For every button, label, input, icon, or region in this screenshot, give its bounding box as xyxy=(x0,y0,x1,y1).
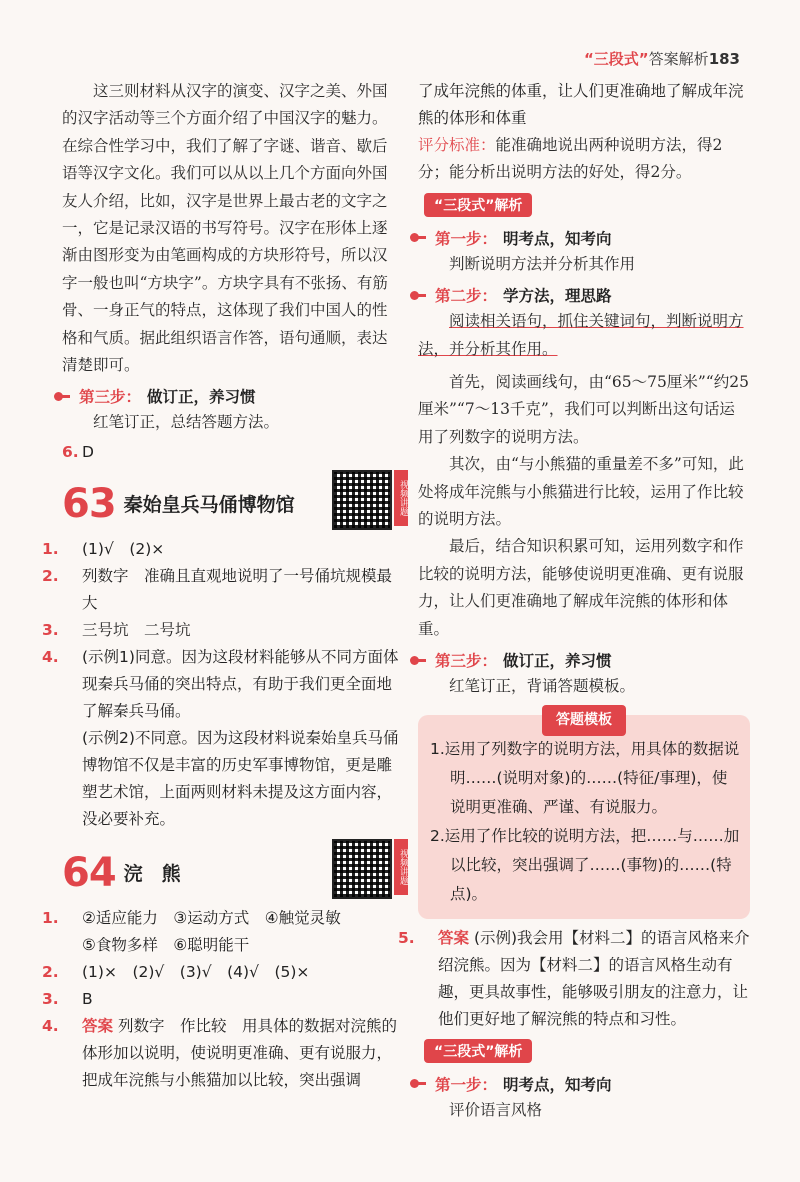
section-63-heading xyxy=(62,476,408,532)
step2-heading: 第二步： 学方法，理思路 xyxy=(410,284,750,306)
answer-item: ⑤食物多样 ⑥聪明能干 xyxy=(82,935,250,954)
answer-item-4: 4. 答案 列数字 作比较 用具体的数据对浣熊的体形加以说明，使说明更准确、更有说服力，把成年浣熊与小熊猫加以比较，突出强调 xyxy=(42,1016,397,1089)
analysis-p2: 其次，由“与小熊猫的重量差不多”可知，此处将成年浣熊与小熊猫进行比较，运用了作比较的说明方法。 xyxy=(418,455,744,529)
template-item: 2.运用了作比较的说明方法，把……与……加以比较，突出强调了……(事物)的……(特点)。 xyxy=(430,826,740,903)
bullet-icon xyxy=(54,392,63,401)
qr-tag: 视频讲题 xyxy=(394,839,408,895)
section-63-answers xyxy=(42,536,402,833)
section-title: 秦始皇兵马俑博物馆 xyxy=(123,494,295,517)
qr-code-icon[interactable] xyxy=(332,839,392,899)
step3-heading: 第三步： 做订正，养习惯 xyxy=(410,649,750,671)
answer-item: 1. (1)√ (2)× xyxy=(42,539,165,558)
analysis-p1: 首先，阅读画线句，由“65～75厘米”“约25厘米”“7～13千克”，我们可以判断出这句话运用了列数字的说明方法。 xyxy=(418,373,749,446)
answer-item: 3. 三号坑 二号坑 xyxy=(42,620,191,639)
section-number: 63 xyxy=(62,480,116,527)
intro-paragraph: 这三则材料从汉字的演变、汉字之美、外国的汉字活动等三个方面介绍了中国汉字的魅力。在综合性学习中，我们了解了字谜、谐音、歇后语等汉字文化。我们可以从以上几个方面向外国友人介绍，比如，汉字是世界上最古老的文字之一，它是记录汉语的书写符号。汉字在形体上逐渐由图形变为由笔画构成的方块形符号，所以汉字一般也叫“方块字”。方块字具有不张扬、有筋骨、一身正气的特点，这体现了我们中国人的性格和气质。据此组织语言作答，语句通顺，表达清楚即可。 xyxy=(62,82,388,375)
step1-heading: 第一步： 明考点，知考向 xyxy=(410,227,750,249)
analysis-p3: 最后，结合知识积累可知，运用列数字和作比较的说明方法，能够使说明更准确、更有说服力，让人们更准确地了解成年浣熊的体形和体重。 xyxy=(418,537,744,638)
q4-continued: 了成年浣熊的体重，让人们更准确地了解成年浣熊的体形和体重 xyxy=(418,82,744,127)
q6: 6. D xyxy=(62,442,94,461)
left-column xyxy=(42,78,408,1094)
step1b-heading: 第一步： 明考点，知考向 xyxy=(410,1073,750,1095)
qr-code-icon[interactable] xyxy=(332,470,392,530)
qr-tag: 视频讲题 xyxy=(394,470,408,526)
answer-item: 1. ②适应能力 ③运动方式 ④触觉灵敏 xyxy=(42,908,341,927)
section-title: 浣 熊 xyxy=(123,863,181,886)
answer-item: 4. (示例1)同意。因为这段材料能够从不同方面体现秦兵马俑的突出特点，有助于我们更全面地了解秦兵马俑。 xyxy=(42,647,399,720)
bullet-icon xyxy=(410,1079,419,1088)
analysis-badge: “三段式”解析 xyxy=(424,193,532,217)
step3-sub: 红笔订正，背诵答题模板。 xyxy=(449,677,636,696)
template-title: 答题模板 xyxy=(542,705,626,736)
bullet-icon xyxy=(410,656,419,665)
answer-item: 2. 列数字 准确且直观地说明了一号俑坑规模最大 xyxy=(42,566,393,612)
step1-sub: 判断说明方法并分析其作用 xyxy=(449,254,636,273)
step2-sub: 阅读相关语句，抓住关键词句，判断说明方法，并分析其作用。 xyxy=(418,312,744,358)
section-number: 64 xyxy=(62,849,116,896)
scoring-standard: 评分标准：能准确地说出两种说明方法，得2分；能分析出说明方法的好处，得2分。 xyxy=(418,136,723,182)
bullet-icon xyxy=(410,291,419,300)
analysis-badge-2: “三段式”解析 xyxy=(424,1039,532,1063)
header-title: 答案解析 xyxy=(648,50,709,68)
bullet-icon xyxy=(410,233,419,242)
step3-heading: 第三步： 做订正，养习惯 xyxy=(54,385,402,407)
template-item: 1.运用了列数字的说明方法，用具体的数据说明……(说明对象)的……(特征/事理)，使说明更准确、严谨、有说服力。 xyxy=(430,739,740,816)
answer-template-box xyxy=(418,711,750,919)
answer-item: 3. B xyxy=(42,989,93,1008)
page-header xyxy=(584,48,740,69)
answer-item: 2. (1)× (2)√ (3)√ (4)√ (5)× xyxy=(42,962,310,981)
section-64-answers xyxy=(42,905,402,1094)
answer-extra: (示例2)不同意。因为这段材料说秦始皇兵马俑博物馆不仅是丰富的历史军事博物馆，更是雕塑艺术馆，上面两则材料未提及这方面内容，没必要补充。 xyxy=(82,728,399,828)
step3-sub: 红笔订正，总结答题方法。 xyxy=(93,413,280,432)
step1b-sub: 评价语言风格 xyxy=(449,1100,543,1119)
page-number: 183 xyxy=(708,50,740,68)
section-64-heading xyxy=(62,845,408,901)
header-brand: “三段式” xyxy=(583,50,649,68)
answer-item-5: 5. 答案 (示例)我会用【材料二】的语言风格来介绍浣熊。因为【材料二】的语言风格生动有趣，更具故事性，能够吸引朋友的注意力，让他们更好地了解浣熊的特点和习性。 xyxy=(398,928,750,1028)
